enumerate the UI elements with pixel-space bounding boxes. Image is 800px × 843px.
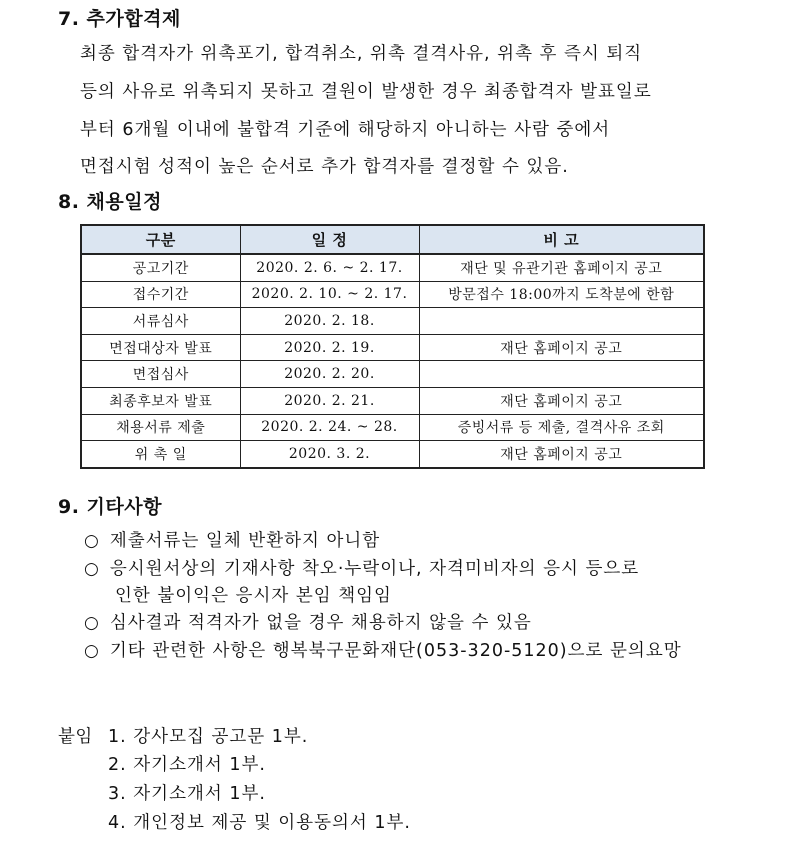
note-item-4: [84, 637, 682, 662]
cell-remarks: 재단 홈페이지 공고: [419, 441, 704, 468]
cell-category: 위 촉 일: [81, 441, 240, 468]
note-item-1: [84, 527, 380, 552]
schedule-table: [80, 224, 705, 469]
circle-bullet-icon: ○: [84, 641, 100, 661]
cell-remarks: 재단 홈페이지 공고: [419, 387, 704, 414]
cell-category: 공고기간: [81, 254, 240, 281]
cell-remarks: 재단 홈페이지 공고: [419, 334, 704, 361]
cell-category: 면접대상자 발표: [81, 334, 240, 361]
cell-schedule: 2020. 2. 19.: [240, 334, 419, 361]
table-row: [81, 334, 704, 361]
cell-schedule: 2020. 3. 2.: [240, 441, 419, 468]
cell-schedule: 2020. 2. 24. ~ 28.: [240, 414, 419, 441]
table-header-row: [81, 225, 704, 254]
section-7-line-3: 부터 6개월 이내에 불합격 기준에 해당하지 아니하는 사람 중에서: [80, 120, 611, 140]
circle-bullet-icon: ○: [84, 613, 100, 633]
cell-schedule: 2020. 2. 6. ~ 2. 17.: [240, 254, 419, 281]
section-7-title: 7. 추가합격제: [58, 8, 181, 30]
section-7-line-4: 면접시험 성적이 높은 순서로 추가 합격자를 결정할 수 있음.: [80, 157, 569, 177]
circle-bullet-icon: ○: [84, 559, 100, 579]
section-9-title: 9. 기타사항: [58, 496, 162, 518]
attachment-item: 2. 자기소개서 1부.: [108, 755, 266, 775]
table-row: [81, 281, 704, 308]
table-row: [81, 254, 704, 281]
header-category: 구분: [81, 225, 240, 254]
cell-remarks: [419, 361, 704, 388]
cell-schedule: 2020. 2. 20.: [240, 361, 419, 388]
cell-category: 서류심사: [81, 308, 240, 335]
note-text: 제출서류는 일체 반환하지 아니함: [109, 531, 381, 551]
note-item-2: [84, 555, 639, 580]
attachment-item: 4. 개인정보 제공 및 이용동의서 1부.: [108, 813, 411, 833]
cell-schedule: 2020. 2. 18.: [240, 308, 419, 335]
cell-category: 최종후보자 발표: [81, 387, 240, 414]
cell-remarks: 증빙서류 등 제출, 결격사유 조회: [419, 414, 704, 441]
header-remarks: 비 고: [419, 225, 704, 254]
cell-category: 채용서류 제출: [81, 414, 240, 441]
cell-schedule: 2020. 2. 10. ~ 2. 17.: [240, 281, 419, 308]
cell-remarks: [419, 308, 704, 335]
note-item-2-continuation: 인한 불이익은 응시자 본임 책임임: [115, 586, 392, 606]
note-text: 기타 관련한 사항은 행복북구문화재단(053-320-5120)으로 문의요망: [109, 641, 682, 661]
table-row: [81, 308, 704, 335]
cell-category: 면접심사: [81, 361, 240, 388]
cell-schedule: 2020. 2. 21.: [240, 387, 419, 414]
table-row: [81, 387, 704, 414]
cell-remarks: 방문접수 18:00까지 도착분에 한함: [419, 281, 704, 308]
section-8-title: 8. 채용일정: [58, 191, 162, 213]
table-row: [81, 414, 704, 441]
note-item-3: [84, 609, 532, 634]
note-text: 응시원서상의 기재사항 착오·누락이나, 자격미비자의 응시 등으로: [109, 559, 640, 579]
header-schedule: 일 정: [240, 225, 419, 254]
attachment-item: 3. 자기소개서 1부.: [108, 784, 266, 804]
circle-bullet-icon: ○: [84, 531, 100, 551]
section-7-line-2: 등의 사유로 위촉되지 못하고 결원이 발생한 경우 최종합격자 발표일로: [80, 82, 652, 102]
cell-remarks: 재단 및 유관기관 홈페이지 공고: [419, 254, 704, 281]
table-row: [81, 361, 704, 388]
note-text: 심사결과 적격자가 없을 경우 채용하지 않을 수 있음: [109, 613, 532, 633]
cell-category: 접수기간: [81, 281, 240, 308]
attachment-item: 1. 강사모집 공고문 1부.: [108, 727, 309, 747]
section-7-line-1: 최종 합격자가 위촉포기, 합격취소, 위촉 결격사유, 위촉 후 즉시 퇴직: [80, 44, 643, 64]
table-row: [81, 441, 704, 468]
attachments-label: 붙임: [58, 727, 93, 747]
